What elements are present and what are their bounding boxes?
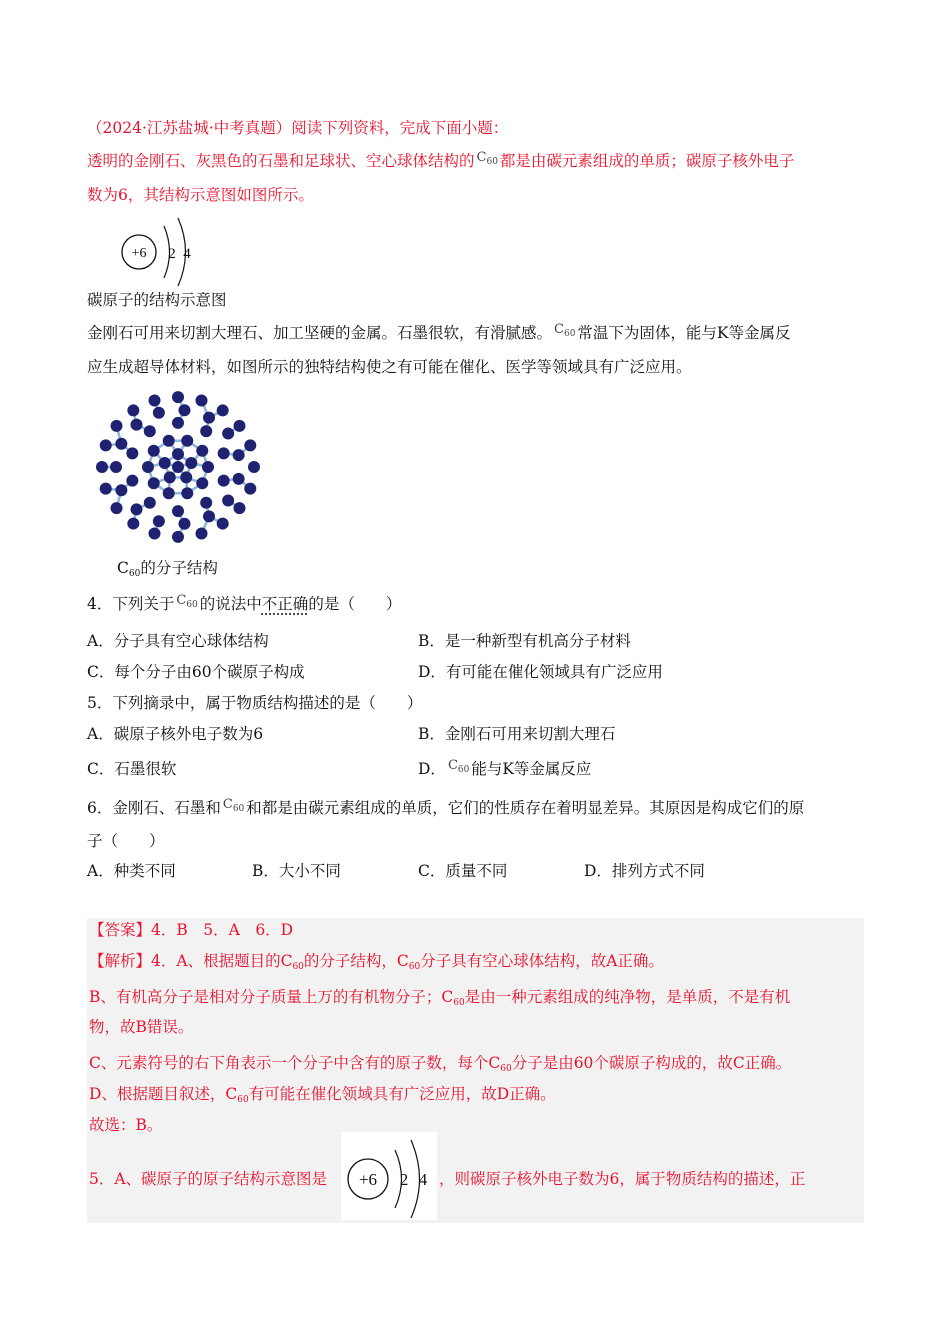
c60-atom	[172, 448, 184, 460]
intro-text: 透明的金刚石、灰黑色的石墨和足球状、空心球体结构的	[87, 152, 475, 170]
source-line: （2024·江苏盐城·中考真题）阅读下列资料，完成下面小题：	[87, 119, 509, 137]
question-6-stem-cont: 子（ ）	[87, 832, 165, 850]
svg-text:2: 2	[399, 1170, 409, 1189]
q6-option-b: B．大小不同	[252, 862, 341, 880]
c60-atom	[172, 461, 184, 473]
emphasis-not-correct: 不正确	[261, 595, 309, 613]
c60-atom	[185, 457, 197, 469]
c60-atom	[111, 502, 123, 514]
answer-analysis-box	[87, 918, 864, 1223]
c60-atom	[200, 497, 212, 509]
analysis-choose: 故选：B。	[89, 1116, 163, 1134]
c60-atom	[149, 395, 161, 407]
c60-atom	[111, 420, 123, 432]
analysis-line-d: D、根据题目叙述，$C_{60}$有可能在催化领域具有广泛应用，故D正确。	[89, 1085, 556, 1105]
para2-line1: 金刚石可用来切割大理石、加工坚硬的金属。石墨很软，有滑腻感。 $C_{60}$ 常温下为固体，能与K等金属反	[87, 322, 791, 350]
question-5-stem: 5．下列摘录中，属于物质结构描述的是（ ）	[87, 694, 423, 712]
c60-atom	[218, 447, 230, 459]
c60-atom	[203, 412, 215, 424]
c60-atom	[144, 497, 156, 509]
c60-formula: $C_{60}$	[222, 797, 245, 814]
c60-atom	[202, 461, 214, 473]
q6-option-d: D．排列方式不同	[584, 862, 705, 880]
analysis-line-c: C、元素符号的右下角表示一个分子中含有的原子数，每个$C_{60}$分子是由60个碳原子构成的，故C正确。	[89, 1054, 792, 1074]
q4-option-c: C．每个分子由60个碳原子构成	[87, 663, 305, 681]
c60-atom	[180, 471, 192, 483]
c60-atom	[172, 417, 184, 429]
c60-formula: $C_{60}$	[447, 758, 470, 775]
c60-atom	[131, 503, 143, 515]
answer-line: 【答案】4．B 5．A 6．D	[89, 921, 294, 939]
c60-atom	[178, 518, 190, 530]
c60-atom	[115, 484, 127, 496]
q4-option-d: D．有可能在催化领域具有广泛应用	[418, 663, 663, 681]
c60-atom	[217, 404, 229, 416]
intro-para-line1	[87, 150, 794, 178]
c60-atom	[127, 404, 139, 416]
c60-atom	[100, 483, 112, 495]
c60-atom	[149, 527, 161, 539]
svg-text:4: 4	[418, 1170, 428, 1189]
nucleus-charge: +6	[131, 246, 147, 261]
c60-atom	[200, 425, 212, 437]
c60-atom	[153, 515, 165, 527]
c60-atom	[244, 439, 256, 451]
atom-structure-diagram-inline	[341, 1132, 437, 1220]
c60-atom	[163, 435, 175, 447]
analysis-line-b1: B、有机高分子是相对分子质量上万的有机物分子；$C_{60}$是由一种元素组成的纯净物，是单质，不是有机	[89, 988, 791, 1008]
c60-atom	[218, 475, 230, 487]
c60-atom	[172, 391, 184, 403]
c60-atom	[203, 510, 215, 522]
c60-atom	[196, 445, 208, 457]
c60-atom	[127, 518, 139, 530]
analysis-q5-a: 5．A、碳原子的原子结构示意图是	[89, 1170, 328, 1188]
c60-atom	[217, 518, 229, 530]
analysis-q5-b: ，则碳原子核外电子数为6，属于物质结构的描述，正	[439, 1170, 806, 1188]
c60-atom	[100, 439, 112, 451]
c60-atom	[222, 495, 234, 507]
c60-formula: $C_{60}$	[476, 150, 498, 167]
q4-option-a: A．分子具有空心球体结构	[87, 632, 269, 650]
c60-atom	[126, 475, 138, 487]
c60-atom	[181, 435, 193, 447]
c60-atom	[233, 420, 245, 432]
c60-atom	[196, 477, 208, 489]
c60-molecule-image	[93, 382, 263, 552]
c60-atom	[172, 505, 184, 517]
c60-atom	[233, 473, 245, 485]
c60-atom	[115, 438, 127, 450]
atom-diagram-caption: 碳原子的结构示意图	[87, 291, 227, 309]
c60-atom	[222, 427, 234, 439]
intro-text: 都是由碳元素组成的单质；碳原子核外电子	[499, 152, 795, 170]
q5-option-b: B．金刚石可用来切割大理石	[418, 725, 616, 743]
c60-atom	[233, 502, 245, 514]
c60-atom	[96, 461, 108, 473]
c60-atom	[195, 395, 207, 407]
c60-formula: $C_{60}$	[554, 322, 576, 339]
c60-figure-caption: $C_{60}$的分子结构	[117, 559, 218, 579]
c60-atom	[148, 445, 160, 457]
c60-atom	[178, 404, 190, 416]
c60-atom	[144, 425, 156, 437]
q6-option-c: C．质量不同	[418, 862, 508, 880]
q5-option-d: D． $C_{60}$ 能与K等金属反应	[418, 758, 591, 786]
c60-atom	[233, 449, 245, 461]
c60-atom	[148, 477, 160, 489]
c60-atom	[248, 461, 260, 473]
c60-atom	[172, 531, 184, 543]
c60-atom	[164, 471, 176, 483]
c60-atom	[159, 457, 171, 469]
c60-atom	[153, 407, 165, 419]
c60-atom	[110, 461, 122, 473]
analysis-line-b2: 物，故B错误。	[89, 1018, 194, 1036]
c60-formula: $C_{60}$	[176, 593, 198, 610]
analysis-line-a: 【解析】4．A、根据题目的$C_{60}$的分子结构，$C_{60}$分子具有空心球体结构，故A正确。	[89, 952, 664, 972]
c60-atom	[163, 487, 175, 499]
atom-structure-diagram	[117, 214, 207, 290]
shell1-electrons: 2	[168, 246, 176, 262]
c60-atom	[244, 483, 256, 495]
c60-atom	[142, 461, 154, 473]
shell2-electrons: 4	[183, 246, 191, 262]
q4-option-b: B．是一种新型有机高分子材料	[418, 632, 631, 650]
c60-atom	[195, 527, 207, 539]
para2-line2: 应生成超导体材料，如图所示的独特结构使之有可能在催化、医学等领域具有广泛应用。	[87, 358, 692, 376]
c60-atom	[181, 487, 193, 499]
question-4-stem: 4．下列关于 $C_{60}$ 的说法中不正确的是（ ）	[87, 593, 401, 621]
q5-option-a: A．碳原子核外电子数为6	[87, 725, 264, 743]
c60-atom	[126, 447, 138, 459]
intro-para-line2: 数为6，其结构示意图如图所示。	[87, 186, 314, 204]
svg-text:+6: +6	[358, 1170, 378, 1189]
q5-option-c: C．石墨很软	[87, 760, 177, 778]
question-6-stem: 6．金刚石、石墨和 $C_{60}$ 和都是由碳元素组成的单质，它们的性质存在着明显差异。其原因是构成它们的原	[87, 797, 804, 825]
c60-atom	[131, 419, 143, 431]
q6-option-a: A．种类不同	[87, 862, 176, 880]
